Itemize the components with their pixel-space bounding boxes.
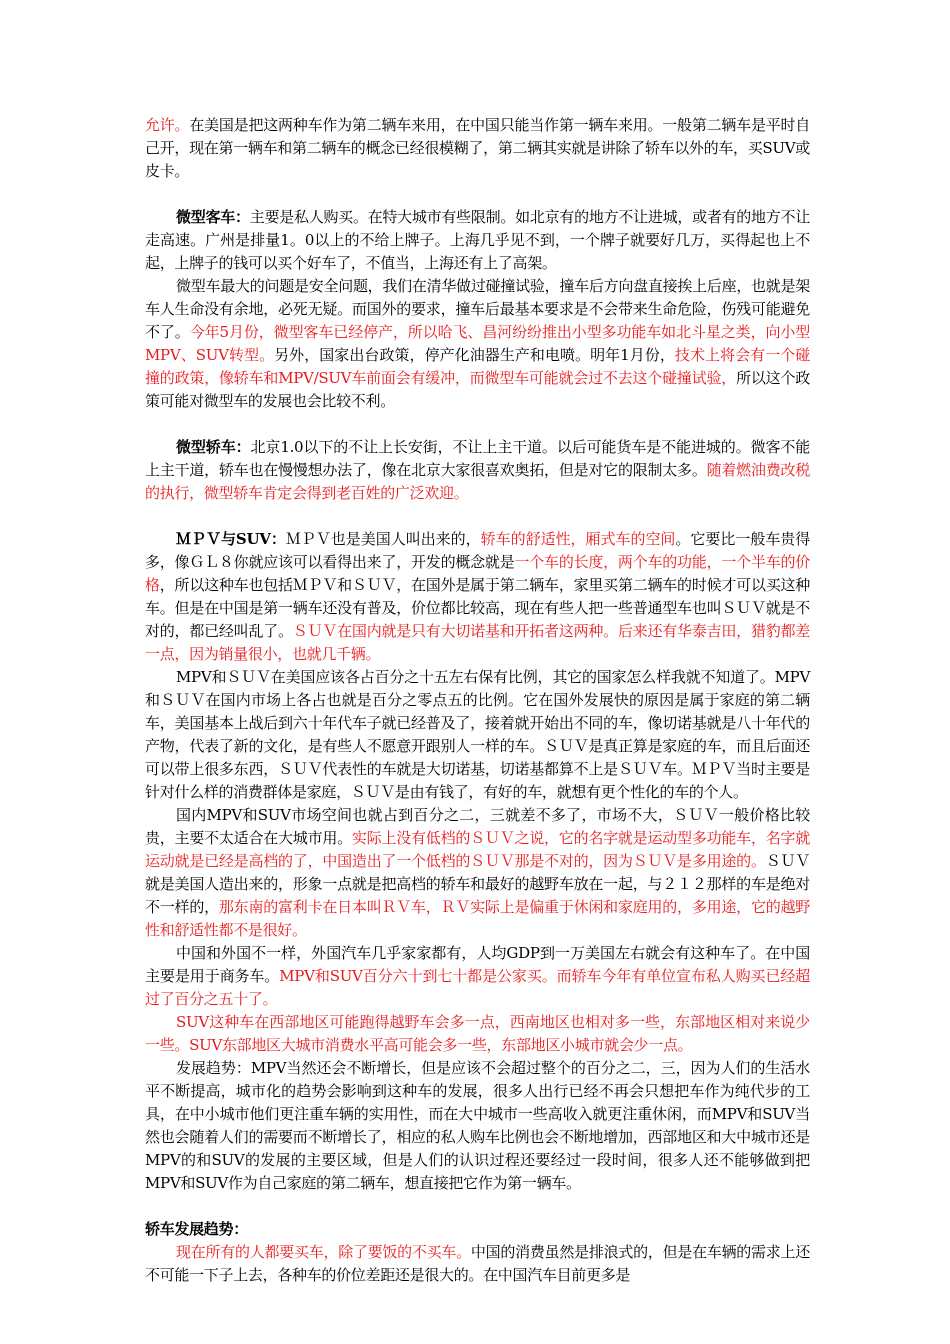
text-run: 。它要比一般车贵得多，像ＧＬ８你就应该可以看得出来了，开发的概念就是	[145, 530, 810, 571]
paragraph	[145, 1241, 810, 1287]
text-run: ＭＰＶ也是美国人叫出来的，	[285, 530, 481, 548]
highlighted-text: 随着燃油费改税的执行，微型轿车肯定会得到老百姓的广泛欢迎。	[145, 461, 811, 502]
text-run: 国内MPV和SUV市场空间也就占到百分之二，三就差不多了，市场不大，ＳＵＶ一般价格比较贵，主要不太适合在大城市用。	[145, 806, 810, 847]
highlighted-text: 技术上将会有一个碰撞的政策，像轿车和MPV/SUV车前面会有缓冲，而微型车可能就会过不去这个碰撞试验，	[145, 346, 810, 387]
highlighted-text: SUV这种车在西部地区可能跑得越野车会多一点，西南地区也相对多一些，东部地区相对来说少一些。SUV东部地区大城市消费水平高可能会多一些，东部地区小城市就会少一点。	[145, 1013, 810, 1054]
highlighted-text: 实际上没有低档的ＳＵＶ之说，它的名字就是运动型多功能车，名字就运动就是已经是高档的了，中国造出了一个低档的ＳＵＶ那是不对的，因为ＳＵＶ是多用途的。	[145, 829, 810, 870]
highlighted-text: ＳＵＶ在国内就是只有大切诺基和开拓者这两种。后来还有华泰吉田，猎豹都差一点，因为销量很小，也就几千辆。	[145, 622, 810, 663]
paragraph	[145, 114, 810, 183]
paragraph	[145, 1011, 810, 1057]
bold-label: 轿车发展趋势：	[145, 1220, 248, 1238]
highlighted-text: 那东南的富利卡在日本叫ＲＶ车，ＲＶ实际上是偏重于休闲和家庭用的，多用途，它的越野性和舒适性都不是很好。	[145, 898, 810, 939]
paragraph	[145, 666, 810, 804]
highlighted-text: 一个车的长度，两个车的功能，一个半车的价格	[145, 553, 810, 594]
text-run: 北京1.0以下的不让上长安街，不让上主干道。以后可能货车是不能进城的。微客不能上主干道，轿车也在慢慢想办法了，像在北京大家很喜欢奥拓，但是对它的限制太多。	[145, 438, 810, 479]
bold-label: 微型轿车：	[176, 438, 251, 456]
text-run: ＳＵＶ就是美国人造出来的，形象一点就是把高档的轿车和最好的越野车放在一起，与２１２那样的车是绝对不一样的，	[145, 852, 810, 916]
text-run: ，所以这种车也包括ＭＰＶ和ＳＵＶ，在国外是属于第二辆车，家里买第二辆车的时候才可以买这种车。但是在中国是第一辆车还没有普及，价位都比较高，现在有些人把一些普通型车也叫ＳＵＶ就是不对的，都已经叫乱了。	[145, 576, 810, 640]
text-run: 微型车最大的问题是安全问题，我们在清华做过碰撞试验，撞车后方向盘直接挨上后座，也就是架车人生命没有余地，必死无疑。而国外的要求，撞车后最基本要求是不会带来生命危险，伤残可能避免不了。	[145, 277, 810, 341]
document-body	[145, 114, 810, 1287]
highlighted-text: MPV和SUV百分六十到七十都是公家买。而轿车今年有单位宣布私人购买已经超过了百分之五十了。	[145, 967, 810, 1008]
bold-label: 微型客车：	[176, 208, 250, 226]
text-run: 中国的消费虽然是排浪式的，但是在车辆的需求上还不可能一下子上去，各种车的价位差距还是很大的。在中国汽车目前更多是	[145, 1243, 810, 1284]
text-run: 主要是私人购买。在特大城市有些限制。如北京有的地方不让进城，或者有的地方不让走高速。广州是排量1。0以上的不给上牌子。上海几乎见不到，一个牌子就要好几万，买得起也上不起，上牌子的钱可以买个好车了，不值当，上海还有上了高架。	[145, 208, 810, 272]
paragraph	[145, 804, 810, 942]
text-run: 发展趋势：MPV当然还会不断增长，但是应该不会超过整个的百分之二，三，因为人们的生活水平不断提高，城市化的趋势会影响到这种车的发展，很多人出行已经不再会只想把车作为纯代步的工具，在中小城市他们更注重车辆的实用性，而在大中城市一些高收入就更注重休闲，而MPV和SUV当然也会随着人们的需要而不断增长了，相应的私人购车比例也会不断地增加，西部地区和大中城市还是MPV的和SUV的发展的主要区域，但是人们的认识过程还要经过一段时间，很多人还不能够做到把MPV和SUV作为自己家庭的第二辆车，想直接把它作为第一辆车。	[145, 1059, 810, 1192]
text-run: MPV和ＳＵＶ在美国应该各占百分之十五左右保有比例，其它的国家怎么样我就不知道了。MPV和ＳＵＶ在国内市场上各占也就是百分之零点五的比例。它在国外发展快的原因是属于家庭的第二辆车，美国基本上战后到六十年代车子就已经普及了，接着就开始出不同的车，像切诺基就是八十年代的产物，代表了新的文化，是有些人不愿意开跟别人一样的车。ＳＵＶ是真正算是家庭的车，而且后面还可以带上很多东西，ＳＵＶ代表性的车就是大切诺基，切诺基都算不上是ＳＵＶ车。ＭＰＶ当时主要是针对什么样的消费群体是家庭，ＳＵＶ是由有钱了，有好的车，就想有更个性化的车的个人。	[145, 668, 810, 801]
section-heading	[145, 1218, 810, 1241]
paragraph	[145, 436, 810, 505]
bold-label: ＭＰＶ与SUV：	[176, 530, 286, 548]
text-run: 中国和外国不一样，外国汽车几乎家家都有，人均GDP到一万美国左右就会有这种车了。在中国主要是用于商务车。	[145, 944, 810, 985]
text-run: 所以这个政策可能对微型车的发展也会比较不利。	[145, 369, 810, 410]
paragraph	[145, 206, 810, 275]
highlighted-text: 今年5月份，微型客车已经停产，所以哈飞、昌河纷纷推出小型多功能车如北斗星之类，向小型MPV、SUV转型。	[145, 323, 810, 364]
text-run: 在美国是把这两种车作为第二辆车来用，在中国只能当作第一辆车来用。一般第二辆车是平时自己开，现在第一辆车和第二辆车的概念已经很模糊了，第二辆其实就是讲除了轿车以外的车，买SUV或皮卡。	[145, 116, 810, 180]
highlighted-text: 现在所有的人都要买车，除了要饭的不买车。	[176, 1243, 471, 1261]
highlighted-text: 允许。	[145, 116, 190, 134]
text-run: 另外，国家出台政策，停产化油器生产和电喷。明年1月份，	[274, 346, 675, 364]
paragraph	[145, 1057, 810, 1195]
highlighted-text: 轿车的舒适性，厢式车的空间	[480, 530, 676, 548]
paragraph	[145, 942, 810, 1011]
paragraph	[145, 528, 810, 666]
paragraph	[145, 275, 810, 413]
